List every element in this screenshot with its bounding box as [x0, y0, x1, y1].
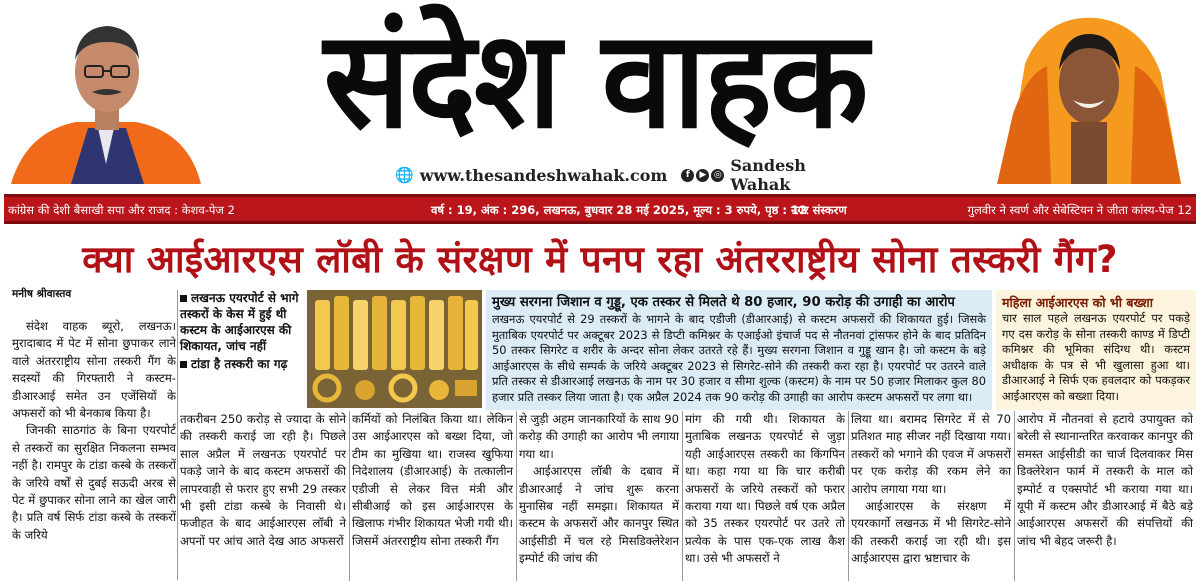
- article-column-1: [12, 318, 176, 580]
- paragraph: आईआरएस लॉबी के दबाव में डीआरआई ने जांच शुरू करना मुनासिब नहीं समझा। शिकायत में कस्टम के अफसरों और कानपुर स्थित आईसीडी में चल रहे मिसडिक्लेरेशन इम्पोर्ट की जांच की: [519, 464, 679, 566]
- paragraph: लिया था। बरामद सिगरेट में से 70 प्रतिशत माह सीजर नहीं दिखाया गया। तस्करों को भगाने की एवज में अफसरों पर एक करोड़ की रकम लेने का आरोप लगाया गया था।: [851, 412, 1011, 496]
- column-divider: [682, 411, 683, 581]
- article-column-2: [180, 411, 346, 581]
- paragraph: तकरीबन 250 करोड़ से ज्यादा के सोने की तस्करी कराई जा रही है। पिछले साल अप्रैल में लखनऊ एयरपोर्ट पर पकड़े जाने के बाद कस्टम अफसरों की लापरवाही से फरार हुए सभी 29 तस्कर भी इसी टांडा कस्बे के निवासी थे। फजीहत के बाद आईआरएस लॉबी ने अपनों पर आंच आते देख आठ अफसरों: [180, 412, 346, 548]
- column-divider: [1014, 411, 1015, 581]
- main-headline: क्या आईआरएस लॉबी के संरक्षण में पनप रहा अंतरराष्ट्रीय सोना तस्करी गैंग?: [82, 238, 1118, 281]
- instagram-icon[interactable]: ◎: [711, 169, 724, 182]
- article-column-3: [352, 411, 513, 581]
- social-handle: Sandesh Wahak: [730, 156, 806, 194]
- bullet-icon: [180, 361, 187, 368]
- youtube-icon[interactable]: ▶: [696, 169, 709, 182]
- paragraph: संदेश वाहक ब्यूरो, लखनऊ। मुरादाबाद में पेट में सोना छुपाकर लाने वाले अंतरराष्ट्रीय सोना तस्करी गैंग के सदस्यों की गिरफ्तारी ने कस्टम-डीआरआई समेत उन एजेंसियों के अफसरों को भी बेनकाब किया है।: [12, 319, 176, 421]
- column-divider: [177, 290, 178, 580]
- paragraph: से जुड़ी अहम जानकारियों के साथ 90 करोड़ की उगाही का आरोप भी लगाया गया था।: [519, 412, 679, 461]
- right-teaser[interactable]: गुलवीर ने स्वर्ण और सेबेस्टियन ने जीता कांस्य-पेज 12: [967, 203, 1192, 217]
- logo: [215, 0, 975, 160]
- article-column-4: [519, 411, 679, 581]
- article-column-5: [685, 411, 845, 581]
- left-teaser[interactable]: कांग्रेस की देशी बैसाखी सपा और राजद : केशव-पेज 2: [8, 203, 235, 217]
- social-icons: [681, 169, 724, 182]
- paragraph: जिनकी साठगांठ के बिना एयरपोर्ट से तस्करों का सुरक्षित निकलना सम्भव नहीं है। रामपुर के टांडा कस्बे के तस्करों के जरिये वर्षों से दुबई सऊदी अरब से पेट में छुपाकर सोना लाने का खेल जारी है। प्रति वर्ष सिर्फ टांडा कस्बे के तस्करों के जरिये: [12, 423, 176, 542]
- column-divider: [848, 411, 849, 581]
- masthead: [0, 0, 1200, 194]
- politician-portrait: [6, 4, 206, 184]
- globe-icon: 🌐: [395, 166, 414, 184]
- sidebar-story-body: चार साल पहले लखनऊ एयरपोर्ट पर पकड़े गए दस करोड़ के सोना तस्करी काण्ड में डिप्टी कमिश्नर की भूमिका संदिग्ध थी। कस्टम अधीक्षक के पत्र से भी खुलासा हुआ था। डीआरआई ने सिर्फ एक हवलदार को पकड़कर आईआरएस को बख्शा दिया।: [1002, 311, 1190, 403]
- subhead-body: लखनऊ एयरपोर्ट से 29 तस्करों के भागने के बाद एडीजी (डीआरआई) से कस्टम अफसरों की शिकायत हुई। जिसके मुताबिक एयरपोर्ट पर अक्टूबर 2023 से डिप्टी कमिश्नर के एआईओ इंचार्ज पद से नौतनवां ट्रांसफर होने के बाद प्रतिदिन 50 तस्कर सिगरेट व शरीर के अन्दर सोना लेकर उतरते रहे हैं। मुख्य सरगना जिशान व गुड्डू खान है। जो कस्टम के बड़े आईआरएस के सीधे सम्पर्क के जरिये अक्टूबर 2023 से सिगरेट-सोने की तस्करी करा रहा है। एयरपोर्ट पर उतरने वाले प्रति तस्कर से डीआरआई लखनऊ के नाम पर 30 हजार व सीमा शुल्क (कस्टम) के नाम पर 50 हजार मिलाकर कुल 80 हजार प्रति तस्कर लिया जाता है। एक अप्रैल 2024 तक 90 करोड़ की उगाही का आरोप कस्टम अफसरों पर लगा था।: [492, 312, 986, 404]
- facebook-icon[interactable]: f: [681, 169, 694, 182]
- paragraph: आईआरएस के संरक्षण में एयरकार्गो लखनऊ में भी सिगरेट-सोने की तस्करी कराई जा रही थी। इस आईआरएस द्वारा भ्रष्टाचार के: [851, 499, 1011, 566]
- subhead-title: मुख्य सरगना जिशान व गुड्डू, एक तस्कर से मिलते थे 80 हजार, 90 करोड़ की उगाही का आरोप: [492, 295, 955, 310]
- bullet-icon: [180, 295, 187, 302]
- paragraph: कर्मियों को निलंबित किया था। लेकिन उस आईआरएस को बख्श दिया, जो टीम का मुखिया था। राजस्व खुफिया निदेशालय (डीआरआई) के तत्कालीन एडीजी से लेकर वित्त मंत्री और सीबीआई को इस आईआरएस के खिलाफ गंभीर शिकायत भेजी गयी थी। जिसमें अंतरराष्ट्रीय सोना तस्करी गैंग: [352, 412, 513, 548]
- issue-details: वर्ष : 19, अंक : 296, लखनऊ, बुधवार 28 मई 2025, मूल्य : 3 रुपये, पृष्ठ : 12: [431, 203, 808, 217]
- athlete-portrait: [985, 4, 1195, 184]
- paragraph: मांग की गयी थी। शिकायत के मुताबिक लखनऊ एयरपोर्ट से जुड़ा यही आईआरएस तस्करी का किंगपिन था। कहा गया था कि चार करीबी अफसरों के जरिये तस्करों को फरार कराया गया था। पिछले वर्ष एक अप्रैल को 35 तस्कर एयरपोर्ट पर उतरे तो प्रत्येक के पास एक-एक लाख कैश था। उसे भी अफसरों ने: [685, 412, 845, 566]
- side-points: [180, 290, 302, 408]
- website-url[interactable]: www.thesandeshwahak.com: [419, 165, 668, 185]
- sidebar-story: [996, 290, 1196, 410]
- info-bar: [4, 194, 1196, 224]
- subhead-box: [486, 290, 992, 410]
- side-point: लखनऊ एयरपोर्ट से भागे तस्करों के केस में हुई थी कस्टम के आईआरएस की शिकायत, जांच नहीं: [180, 291, 299, 353]
- logo-wordmark: संदेश वाहक: [323, 2, 867, 159]
- gold-bars-photo: [307, 290, 482, 408]
- column-divider: [516, 411, 517, 581]
- website-row: [395, 156, 815, 194]
- article-column-7: [1017, 411, 1193, 581]
- paragraph: आरोप में नौतनवां से हटाये उपायुक्त को बरेली से स्थानान्तरित करवाकर कानपुर की समस्त आईसीडी का चार्ज दिलवाकर मिस डिक्लेरेशन फार्म में तस्करी के माल को इम्पोर्ट व एक्सपोर्ट भी कराया गया था। यूपी में कस्टम और डीआरआई में बैठे बड़े आईआरएस अफसरों की संपत्तियों की जांच भी बेहद जरूरी है।: [1017, 412, 1193, 548]
- column-divider: [349, 411, 350, 581]
- sidebar-story-title: महिला आईआरएस को भी बख्शा: [1002, 295, 1153, 310]
- article-column-6: [851, 411, 1011, 581]
- edition-label: नगर संस्करण: [791, 203, 847, 217]
- byline: मनीष श्रीवास्तव: [12, 288, 72, 300]
- side-point: टांडा है तस्करी का गढ़: [180, 356, 302, 372]
